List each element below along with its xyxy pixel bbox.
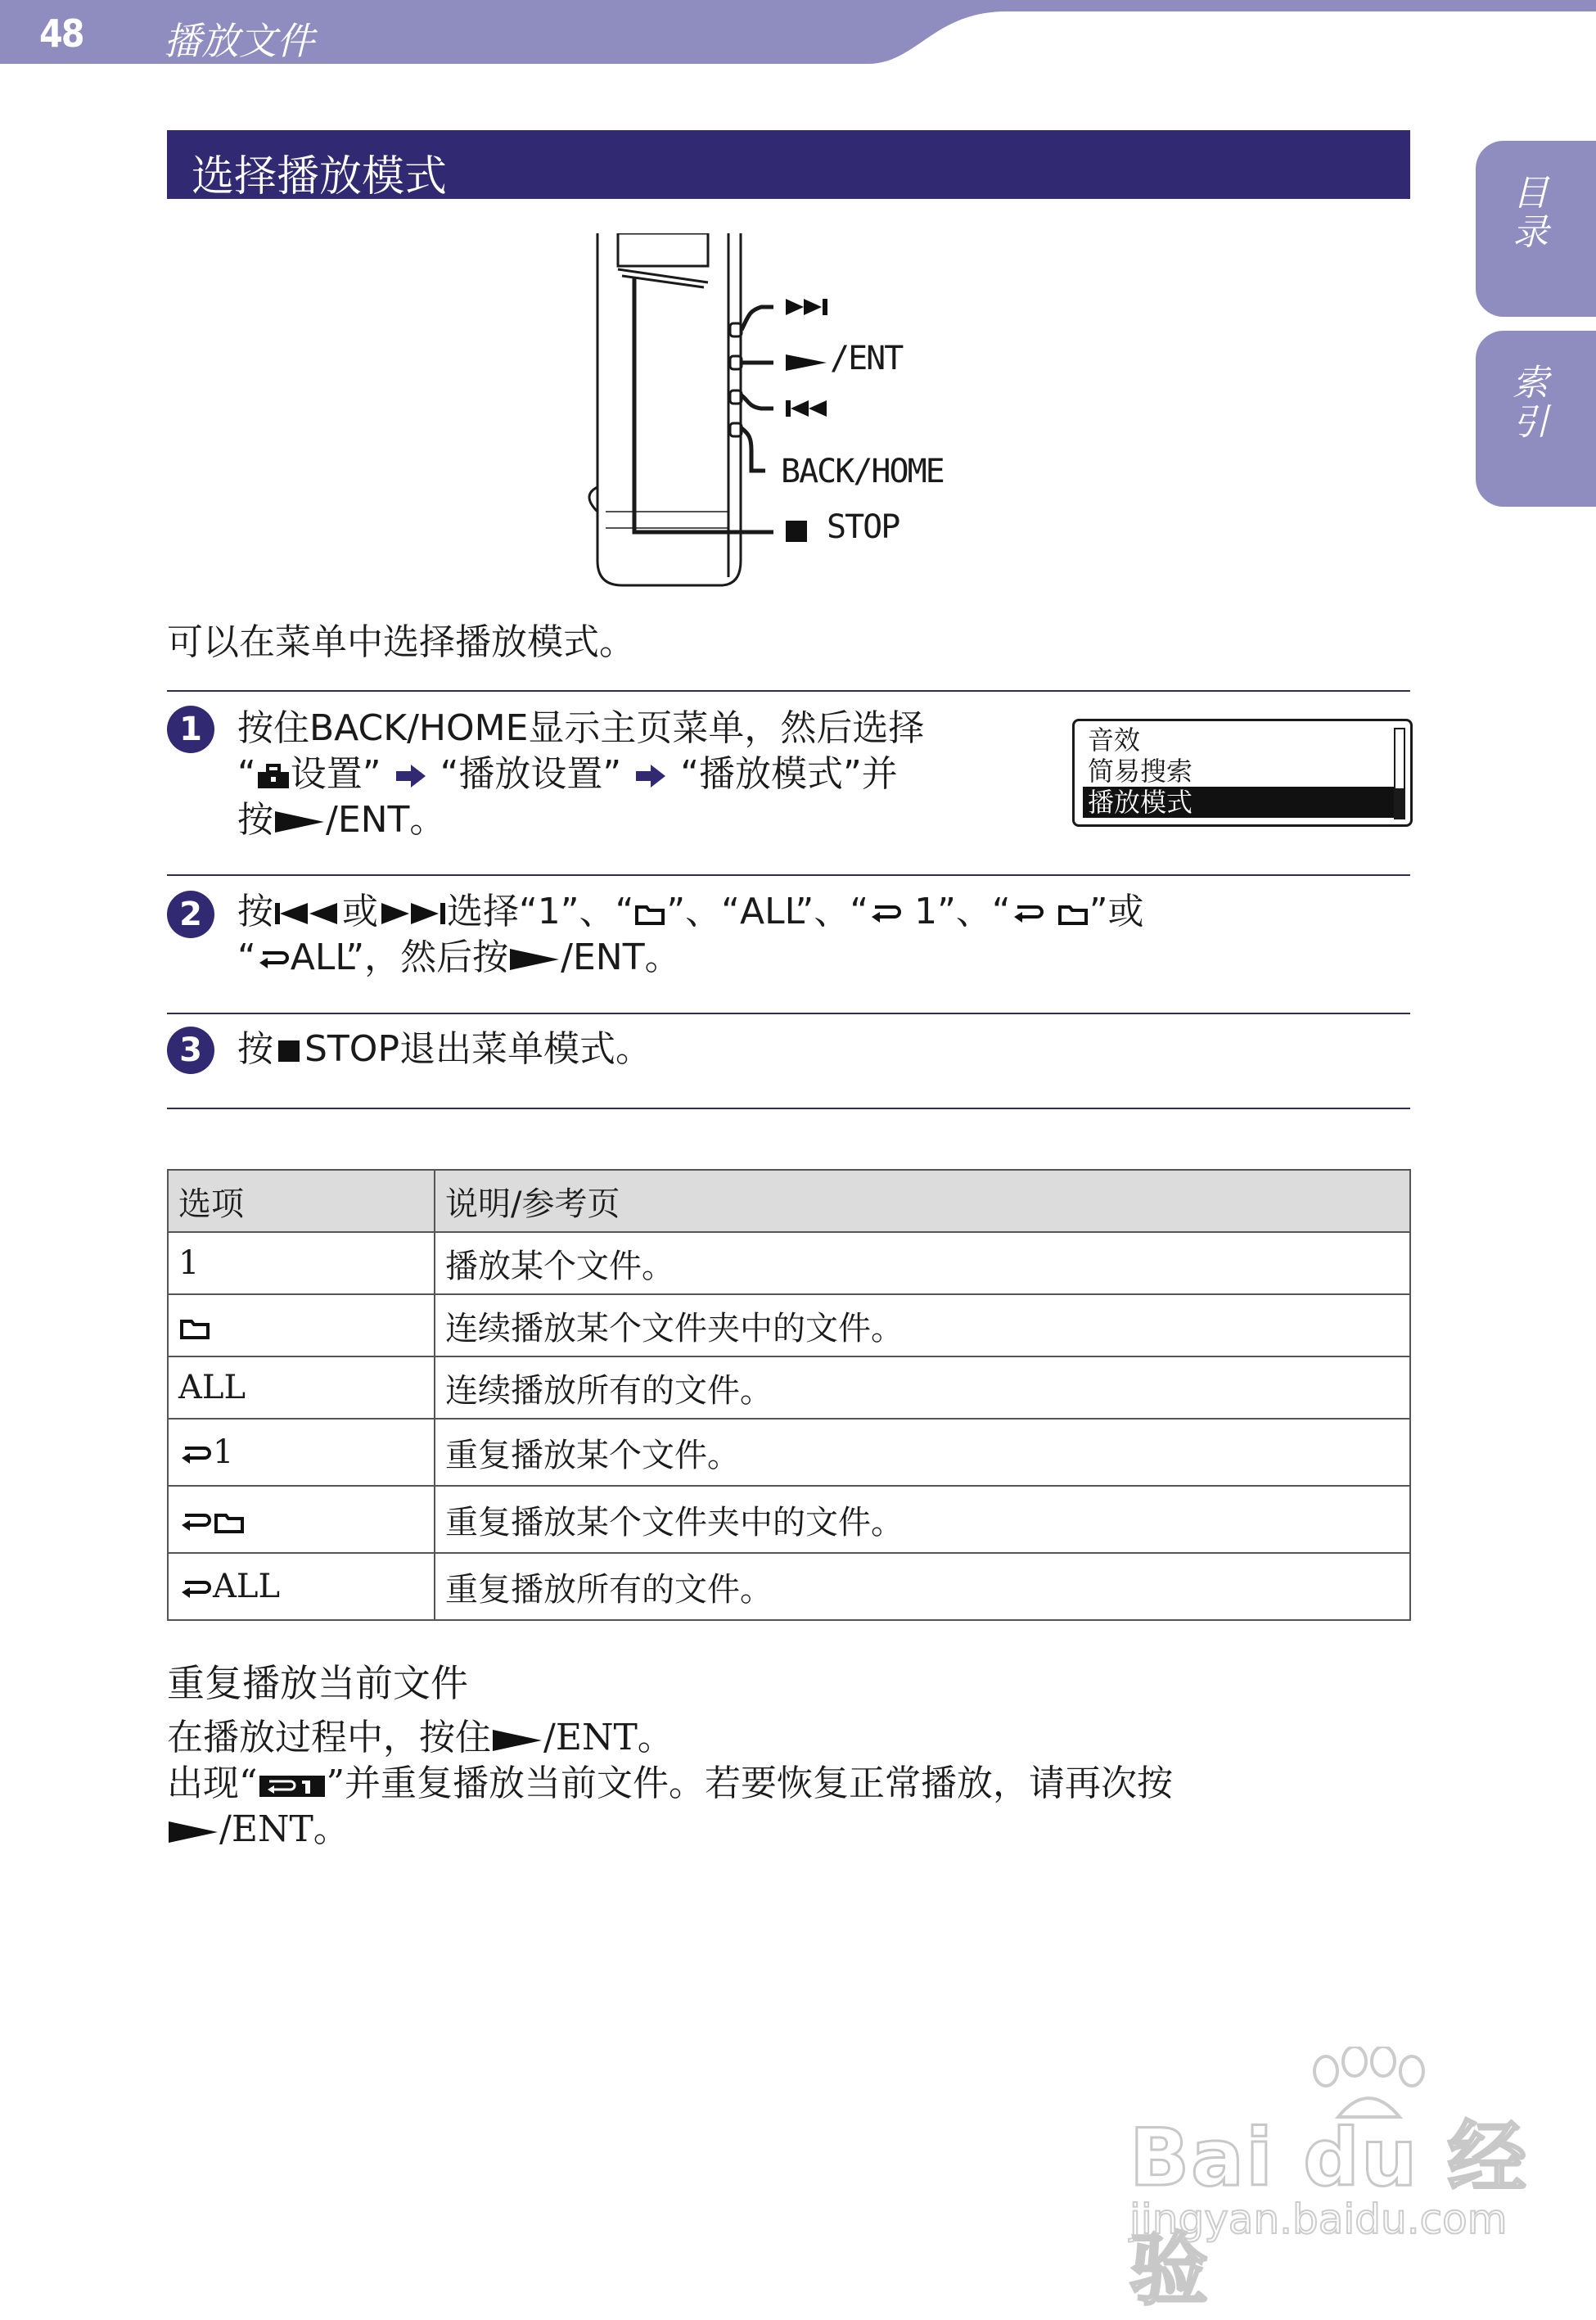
table-row	[168, 1419, 1410, 1486]
option-cell: 1	[168, 1419, 435, 1486]
device-illustration	[573, 233, 1031, 594]
device-drawing	[573, 233, 1031, 594]
table-header-row	[168, 1170, 1410, 1232]
tab-index[interactable]	[1476, 331, 1596, 507]
watermark-url: jingyan.baidu.com	[1129, 2196, 1508, 2243]
arrow-right-icon	[393, 761, 429, 791]
table-header-description: 说明/参考页	[435, 1170, 1410, 1232]
table-row	[168, 1553, 1410, 1620]
divider	[167, 1108, 1410, 1109]
option-cell	[168, 1486, 435, 1553]
repeat-para-line-3: /ENT。	[167, 1799, 349, 1852]
folder-icon	[633, 900, 666, 927]
table-header-option: 选项	[168, 1170, 435, 1232]
page-number: 48	[39, 11, 83, 56]
section-heading-text: 选择播放模式	[192, 152, 448, 201]
repeat-para-line-2: 出现“ ”并重复播放当前文件。若要恢复正常播放，请再次按	[167, 1763, 1173, 1804]
folder-icon	[1057, 900, 1089, 927]
repeat-icon	[256, 946, 291, 973]
divider	[167, 1013, 1410, 1014]
option-cell: ALL	[168, 1553, 435, 1620]
table-row	[168, 1356, 1410, 1419]
repeat-icon	[868, 900, 903, 927]
step-1-line-2: “ 设置” “播放设置” “播放模式”并	[237, 753, 898, 795]
step-3-number: 3	[167, 1027, 214, 1074]
stop-icon	[278, 1040, 300, 1062]
toolbox-icon	[256, 762, 291, 790]
tab-index-label: 索引	[1506, 363, 1548, 442]
divider	[167, 690, 1410, 692]
step-2-line-1: 按 或 选择“1”、“ ”、“ALL”、“ 1”、“ ”或	[237, 891, 1144, 932]
watermark-brand: Bai du 经验	[1129, 2112, 1528, 2316]
back-home-label: BACK/HOME	[781, 453, 944, 490]
table-row	[168, 1294, 1410, 1356]
lcd-menu-screen	[1072, 719, 1413, 827]
repeat-icon	[178, 1509, 213, 1535]
repeat-icon	[178, 1442, 213, 1468]
lcd-menu-item-selected: 播放模式	[1083, 787, 1394, 818]
description-cell: 连续播放所有的文件。	[435, 1356, 1410, 1419]
folder-icon	[213, 1509, 246, 1535]
arrow-right-icon	[633, 761, 669, 791]
lcd-menu-item: 简易搜索	[1088, 756, 1193, 787]
table-row	[168, 1486, 1410, 1553]
tab-contents[interactable]	[1476, 141, 1596, 317]
step-1-line-3: 按 /ENT。	[237, 799, 446, 841]
play-icon	[508, 946, 561, 973]
option-cell: ALL	[168, 1356, 435, 1419]
step-1-number: 1	[167, 706, 214, 753]
intro-text: 可以在菜单中选择播放模式。	[167, 621, 635, 663]
lcd-menu-item: 音效	[1088, 724, 1141, 756]
description-cell: 重复播放某个文件夹中的文件。	[435, 1486, 1410, 1553]
description-cell: 连续播放某个文件夹中的文件。	[435, 1294, 1410, 1356]
repeat-para-line-1: 在播放过程中，按住 /ENT。	[167, 1717, 674, 1758]
play-icon	[491, 1726, 543, 1754]
description-cell: 重复播放某个文件。	[435, 1419, 1410, 1486]
play-icon	[167, 1818, 219, 1846]
table-row	[168, 1232, 1410, 1294]
option-cell	[168, 1294, 435, 1356]
option-cell: 1	[168, 1232, 435, 1294]
lcd-scrollbar	[1394, 728, 1405, 819]
repeat-icon	[178, 1576, 213, 1602]
section-heading	[167, 130, 1410, 199]
folder-icon	[178, 1315, 211, 1341]
description-cell: 播放某个文件。	[435, 1232, 1410, 1294]
repeat-one-badge-icon	[258, 1774, 327, 1799]
tab-contents-label: 目录	[1506, 174, 1548, 252]
play-mode-table	[167, 1169, 1411, 1621]
step-1-line-1: 按住BACK/HOME显示主页菜单，然后选择	[237, 707, 925, 749]
baidu-watermark	[1129, 2047, 1539, 2316]
previous-icon	[273, 900, 342, 928]
step-3-line-1: 按 STOP退出菜单模式。	[237, 1028, 651, 1070]
header-section-title: 播放文件	[164, 19, 314, 63]
next-icon	[378, 900, 447, 928]
step-2-number: 2	[167, 891, 214, 938]
description-cell: 重复播放所有的文件。	[435, 1553, 1410, 1620]
stop-label: STOP	[827, 508, 899, 546]
play-icon	[273, 808, 326, 836]
repeat-section-title: 重复播放当前文件	[167, 1661, 468, 1705]
step-2-line-2: “ ALL”，然后按 /ENT。	[237, 937, 681, 978]
play-ent-label: /ENT	[830, 340, 903, 377]
repeat-icon	[1011, 900, 1045, 927]
divider	[167, 874, 1410, 876]
